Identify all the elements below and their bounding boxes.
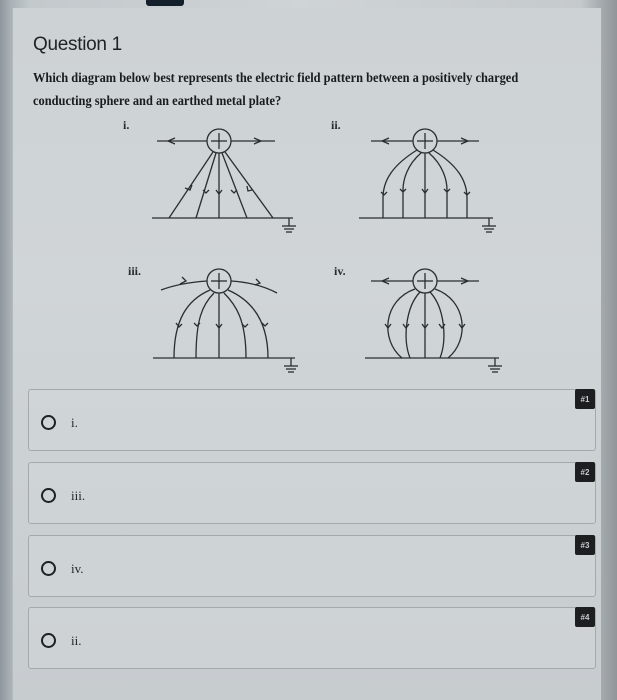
diagram-iv [355,260,525,385]
top-tab-indicator [146,0,184,6]
diagram-label-ii: ii. [331,118,341,132]
option-4[interactable] [28,607,596,669]
option-2[interactable] [28,462,596,524]
option-label: iii. [71,488,86,503]
diagram-iii [147,260,317,385]
diagram-i [147,120,317,245]
diagram-label-i: i. [123,118,130,132]
option-1[interactable] [28,389,596,451]
option-label: iv. [71,561,84,576]
option-badge: #1 [575,389,595,409]
radio-button[interactable] [41,561,56,576]
question-title: Question 1 [33,34,122,55]
option-label: ii. [71,633,82,648]
radio-button[interactable] [41,488,56,503]
diagram-label-iv: iv. [334,264,346,278]
diagram-ii [355,120,525,245]
radio-button[interactable] [41,633,56,648]
radio-button[interactable] [41,415,56,430]
option-badge: #4 [575,607,595,627]
option-badge: #3 [575,535,595,555]
option-3[interactable] [28,535,596,597]
diagram-label-iii: iii. [128,264,142,278]
option-label: i. [71,415,78,430]
option-badge: #2 [575,462,595,482]
question-text: Which diagram below best represents the electric field pattern between a positively charged conducting sphere and an earthed metal plate? [33,70,519,108]
